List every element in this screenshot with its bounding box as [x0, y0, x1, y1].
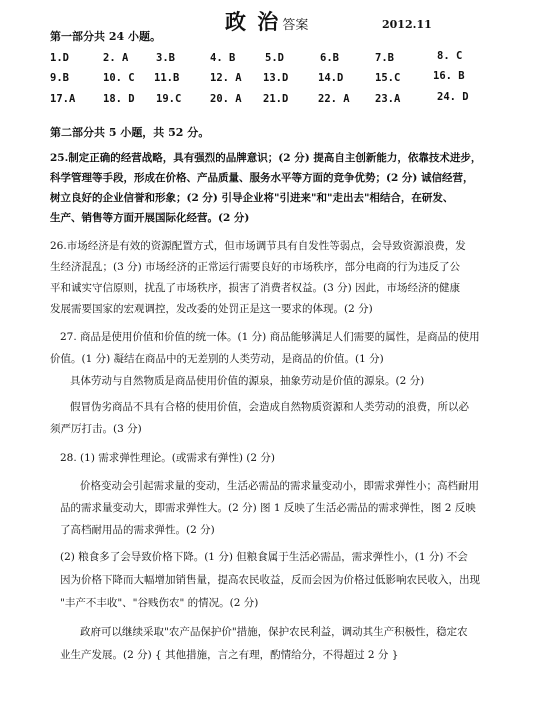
answer-item: 12. A: [210, 72, 242, 84]
page-title: [225, 6, 308, 36]
answer-line: 28. (1) 需求弹性理论。(或需求有弹性) (2 分): [60, 452, 275, 464]
answer-item: 1.D: [50, 52, 69, 64]
answer-line: 价值。(1 分) 凝结在商品中的无差别的人类劳动，是商品的价值。(1 分): [50, 353, 384, 365]
answer-item: 19.C: [156, 93, 182, 105]
answer-line: 了高档耐用品的需求弹性。(2 分): [60, 524, 215, 536]
answer-item: 14.D: [318, 72, 344, 84]
answer-line: 假冒伪劣商品不具有合格的使用价值，会造成自然物质资源和人类劳动的浪费，所以必: [70, 401, 469, 413]
answer-line: (2) 粮食多了会导致价格下降。(1 分) 但粮食属于生活必需品，需求弹性小，(1 分) 不会: [60, 551, 468, 563]
answer-line: 27. 商品是使用价值和价值的统一体。(1 分) 商品能够满足人们需要的属性，是商品的使用: [60, 331, 480, 343]
answer-item: 8. C: [437, 50, 463, 62]
answer-item: 15.C: [375, 72, 401, 84]
answer-item: 2. A: [103, 52, 129, 64]
answer-item: 11.B: [154, 72, 180, 84]
answer-item: 6.B: [320, 52, 339, 64]
answer-line: 发展需要国家的宏观调控，发改委的处罚正是这一要求的体现。(2 分): [50, 303, 373, 315]
answer-item: 22. A: [318, 93, 350, 105]
answer-item: 20. A: [210, 93, 242, 105]
answer-item: 16. B: [433, 70, 465, 82]
answer-line: 业生产发展。(2 分) { 其他措施，言之有理，酌情给分，不得超过 2 分 }: [60, 649, 399, 661]
part2-heading: 第二部分共 5 小题，共 52 分。: [50, 126, 210, 139]
answer-line: "丰产不丰收"、"谷贱伤农" 的情况。(2 分): [60, 597, 259, 609]
answer-item: 9.B: [50, 72, 69, 84]
answer-item: 24. D: [437, 91, 469, 103]
answer-item: 3.B: [156, 52, 175, 64]
answer-line: 平和诚实守信原则，扰乱了市场秩序，损害了消费者权益。(3 分) 因此，市场经济的健康: [50, 282, 461, 294]
answer-item: 23.A: [375, 93, 401, 105]
answer-line: 25.制定正确的经营战略，具有强烈的品牌意识；(2 分) 提高自主创新能力，依靠技术进步，: [50, 152, 482, 164]
answer-line: 树立良好的企业信誉和形象；(2 分) 引导企业将"引进来"和"走出去"相结合，在研发、: [50, 192, 454, 204]
title-sub: 答案: [282, 18, 309, 33]
answer-item: 13.D: [263, 72, 289, 84]
answer-line: 因为价格下降而大幅增加销售量，提高农民收益，反而会因为价格过低影响农民收入，出现: [60, 574, 480, 586]
date-label: 2012.11: [382, 18, 432, 31]
answer-line: 生产、销售等方面开展国际化经营。(2 分): [50, 212, 250, 224]
title-main: 政 治: [225, 9, 281, 34]
answer-item: 18. D: [103, 93, 135, 105]
answer-line: 26.市场经济是有效的资源配置方式，但市场调节具有自发性等弱点，会导致资源浪费，发: [50, 240, 466, 252]
answer-item: 17.A: [50, 93, 76, 105]
answer-item: 4. B: [210, 52, 236, 64]
answer-item: 5.D: [265, 52, 284, 64]
answer-line: 价格变动会引起需求量的变动，生活必需品的需求量变动小，即需求弹性小；高档耐用: [80, 480, 479, 492]
answer-line: 科学管理等手段，形成在价格、产品质量、服务水平等方面的竞争优势；(2 分) 诚信经营，: [50, 172, 474, 184]
answer-item: 10. C: [103, 72, 135, 84]
answer-line: 须严厉打击。(3 分): [50, 423, 142, 435]
answer-line: 政府可以继续采取"农产品保护价"措施，保护农民利益，调动其生产积极性，稳定农: [80, 626, 468, 638]
answer-item: 7.B: [375, 52, 394, 64]
answer-line: 生经济混乱；(3 分) 市场经济的正常运行需要良好的市场秩序，部分电商的行为违反了公: [50, 261, 461, 273]
answer-line: 品的需求量变动大，即需求弹性大。(2 分) 图 1 反映了生活必需品的需求弹性，图 2 反映: [60, 502, 476, 514]
answer-item: 21.D: [263, 93, 289, 105]
part1-heading: 第一部分共 24 小题。: [50, 30, 161, 43]
answer-line: 具体劳动与自然物质是商品使用价值的源泉，抽象劳动是价值的源泉。(2 分): [70, 375, 425, 387]
